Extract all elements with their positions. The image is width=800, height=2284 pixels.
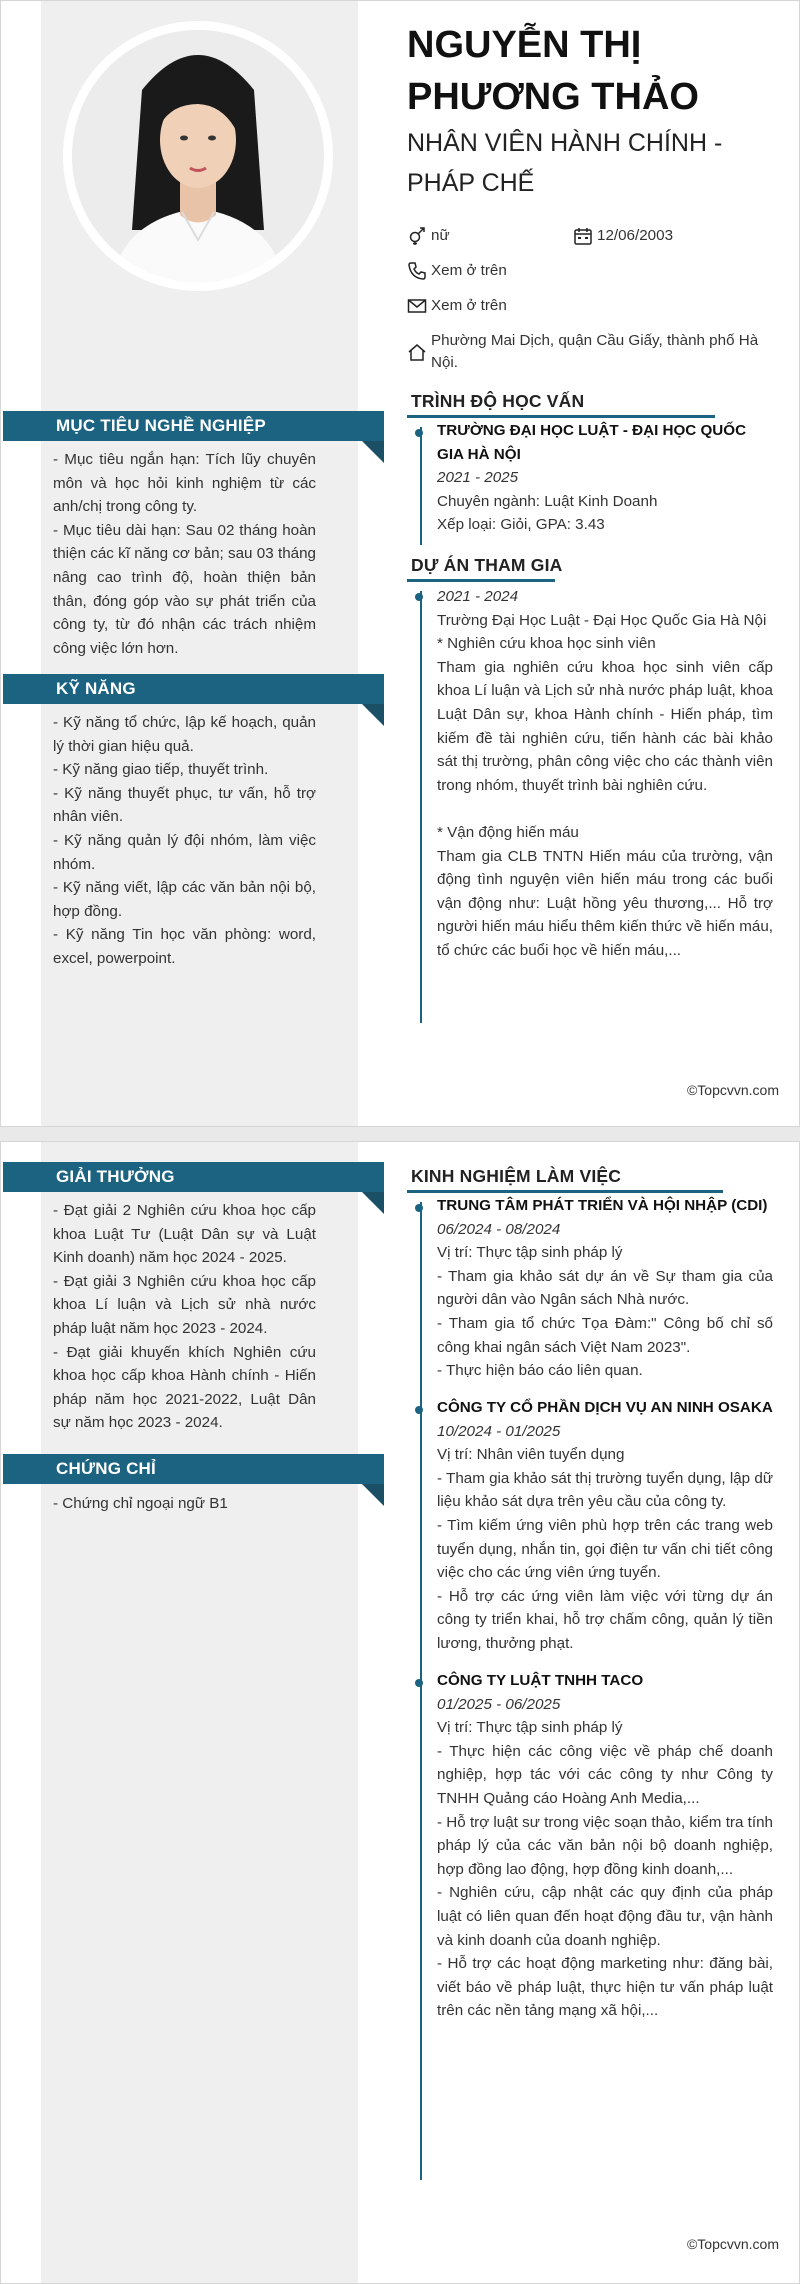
home-icon <box>407 342 427 362</box>
portrait-photo <box>72 30 324 282</box>
company-name: TRUNG TÂM PHÁT TRIỂN VÀ HỘI NHẬP (CDI) <box>437 1197 768 1214</box>
skill-item: - Kỹ năng viết, lập các văn bản nội bộ, hợp đồng. <box>53 879 316 920</box>
job-period: 10/2024 - 01/2025 <box>437 1422 561 1440</box>
job-entry <box>437 1669 773 2023</box>
projects-heading: DỰ ÁN THAM GIA <box>411 555 563 575</box>
heading-ribbon-fold <box>362 704 384 726</box>
projects-underline <box>407 579 555 582</box>
heading-ribbon-fold <box>362 1484 384 1506</box>
objective-content <box>53 448 316 660</box>
education-heading: TRÌNH ĐỘ HỌC VẤN <box>411 391 585 411</box>
certificates-content <box>53 1492 316 1516</box>
education-major: Chuyên ngành: Luật Kinh Doanh <box>437 492 658 510</box>
job-line: Vị trí: Nhân viên tuyển dụng <box>437 1446 625 1464</box>
timeline-dot <box>415 1679 423 1687</box>
certificates-heading-text: CHỨNG CHỈ <box>56 1459 156 1478</box>
job-line: - Hỗ trợ luật sư trong việc soạn thảo, kiểm tra tính pháp lý của các văn bản nội bộ doanh nghiệp, hợp đồng lao động, hợp đồng kinh doanh,... <box>437 1813 773 1878</box>
job-line: - Thực hiện các công việc về pháp chế doanh nghiệp, hợp tác với các công ty như Công ty TNHH Quảng cáo Hoàng Anh Media,... <box>437 1742 773 1807</box>
address-value: Phường Mai Dịch, quận Cầu Giấy, thành phố Hà Nội. <box>431 332 759 371</box>
project-1-desc: Tham gia nghiên cứu khoa học sinh viên cấp khoa Lí luận và Lịch sử nhà nước pháp luật, khoa Luật Dân sự, khoa Hành chính - Hiến pháp, tìm kiếm đề tài nghiên cứu, tiến hành các bài khảo sát thị trường, phân công việc cho các thành viên trong nhóm, thuyết trình bài nghiên cứu. <box>437 658 773 794</box>
birthdate-value: 12/06/2003 <box>597 227 674 244</box>
certificate-item: - Chứng chỉ ngoại ngữ B1 <box>53 1495 228 1512</box>
timeline-dot <box>415 429 423 437</box>
skill-item: - Kỹ năng thuyết phục, tư vấn, hỗ trợ nhân viên. <box>53 784 316 826</box>
job-line: Vị trí: Thực tập sinh pháp lý <box>437 1244 623 1262</box>
job-line: - Tham gia tổ chức Tọa Đàm:" Công bố chỉ số công khai ngân sách Việt Nam 2023". <box>437 1314 773 1356</box>
gender-value: nữ <box>431 227 450 244</box>
experience-heading: KINH NGHIỆM LÀM VIỆC <box>411 1166 622 1186</box>
job-line: - Tìm kiếm ứng viên phù hợp trên các trang web tuyển dụng, nhắn tin, gọi điện tư vấn chi tiết công việc cho các ứng viên ứng tuyển. <box>437 1516 773 1582</box>
job-line: Vị trí: Thực tập sinh pháp lý <box>437 1719 623 1737</box>
timeline-dot <box>415 1406 423 1414</box>
job-line: - Tham gia khảo sát dự án về Sự tham gia của người dân vào Ngân sách Nhà nước. <box>437 1267 773 1309</box>
phone-icon <box>407 261 427 281</box>
gender-field <box>407 225 557 247</box>
cv-page-1 <box>0 0 800 1127</box>
education-underline <box>407 415 715 418</box>
objective-item: - Mục tiêu ngắn hạn: Tích lũy chuyên môn và học hỏi kinh nghiệm từ các anh/chị trong công ty. <box>53 451 316 516</box>
avatar <box>72 30 324 282</box>
timeline-dot <box>415 593 423 601</box>
project-2-title: * Vận động hiến máu <box>437 823 579 841</box>
skill-item: - Kỹ năng giao tiếp, thuyết trình. <box>53 761 269 779</box>
project-2-desc: Tham gia CLB TNTN Hiến máu của trường, vận động tình nguyện viên hiến máu trong các buổi vận động như: Luật hồng yêu thương,... Hỗ trợ người hiến máu hiểu thêm kiến thức về hiến máu, tổ chức các buổi học về hiến máu,... <box>437 847 773 959</box>
skills-heading-text: KỸ NĂNG <box>56 679 136 698</box>
company-name: CÔNG TY CỔ PHẦN DỊCH VỤ AN NINH OSAKA <box>437 1399 773 1416</box>
experience-underline <box>407 1190 723 1193</box>
email-field <box>407 295 767 317</box>
cv-page-2 <box>0 1141 800 2284</box>
certificates-heading <box>3 1454 384 1484</box>
objective-heading-text: MỤC TIÊU NGHỀ NGHIỆP <box>56 416 266 435</box>
job-line: - Hỗ trợ các ứng viên làm việc với từng dự án công ty triển khai, hỗ trợ chấm công, quản lý tiền lương, thưởng phạt. <box>437 1587 773 1652</box>
email-value: Xem ở trên <box>431 297 507 314</box>
calendar-icon <box>573 226 593 246</box>
projects-timeline <box>420 591 422 1023</box>
email-icon <box>407 296 427 316</box>
education-period: 2021 - 2025 <box>437 469 519 487</box>
skills-heading <box>3 674 384 704</box>
job-entry <box>437 1194 773 1383</box>
awards-content <box>53 1199 316 1435</box>
awards-heading <box>3 1162 384 1192</box>
job-line: - Nghiên cứu, cập nhật các quy định của pháp luật có liên quan đến hoạt động đầu tư, vận hành và kinh doanh của doanh nghiệp. <box>437 1884 773 1949</box>
project-1-title: * Nghiên cứu khoa học sinh viên <box>437 635 656 653</box>
candidate-name: NGUYỄN THỊ PHƯƠNG THẢO <box>407 24 699 118</box>
experience-timeline <box>420 1202 422 2180</box>
heading-ribbon-fold <box>362 441 384 463</box>
awards-heading-text: GIẢI THƯỞNG <box>56 1167 175 1186</box>
birthdate-field <box>573 225 773 247</box>
job-line: - Hỗ trợ các hoạt động marketing như: đăng bài, viết báo về pháp luật, thực hiện tư vấn pháp luật trên các nền tảng mạng xã hội,... <box>437 1955 773 2020</box>
award-item: - Đạt giải 3 Nghiên cứu khoa học cấp khoa Lí luận và Lịch sử nhà nước pháp luật năm học 2023 - 2024. <box>53 1272 316 1337</box>
address-field <box>407 330 779 374</box>
phone-field <box>407 260 767 282</box>
gender-icon <box>407 226 427 246</box>
job-period: 06/2024 - 08/2024 <box>437 1220 561 1238</box>
footer-watermark: ©Topcvvn.com <box>686 2236 779 2252</box>
skill-item: - Kỹ năng Tin học văn phòng: word, excel, powerpoint. <box>53 926 316 967</box>
job-title: NHÂN VIÊN HÀNH CHÍNH - PHÁP CHẾ <box>407 129 723 197</box>
job-entry <box>437 1396 773 1656</box>
skill-item: - Kỹ năng tổ chức, lập kế hoạch, quản lý thời gian hiệu quả. <box>53 714 316 755</box>
job-period: 01/2025 - 06/2025 <box>437 1695 561 1713</box>
skill-item: - Kỹ năng quản lý đội nhóm, làm việc nhóm. <box>53 831 316 873</box>
education-entry <box>437 419 773 537</box>
education-grade: Xếp loại: Giỏi, GPA: 3.43 <box>437 516 605 534</box>
timeline-dot <box>415 1204 423 1212</box>
skills-content <box>53 711 316 971</box>
phone-value: Xem ở trên <box>431 262 507 279</box>
heading-ribbon-fold <box>362 1192 384 1214</box>
award-item: - Đạt giải khuyến khích Nghiên cứu khoa học cấp khoa Hành chính - Hiến pháp năm học 2021-2022, Luật Dân sự năm học 2023 - 2024. <box>53 1343 316 1432</box>
objective-item: - Mục tiêu dài hạn: Sau 02 tháng hoàn thiện các kĩ năng cơ bản; sau 03 tháng nâng cao trình độ, hoàn thiện bản thân, đóng góp vào sự phát triển của công ty, từ đó nhận các trách nhiệm công việc lớn hơn. <box>53 521 316 657</box>
job-line: - Tham gia khảo sát thị trường tuyển dụng, lập dữ liệu khảo sát dựa trên yêu cầu của công ty. <box>437 1469 773 1511</box>
project-org: Trường Đại Học Luật - Đại Học Quốc Gia Hà Nội <box>437 611 767 629</box>
job-line: - Thực hiện báo cáo liên quan. <box>437 1362 643 1380</box>
project-entry <box>437 585 773 963</box>
company-name: CÔNG TY LUẬT TNHH TACO <box>437 1672 644 1689</box>
school-name: TRƯỜNG ĐẠI HỌC LUẬT - ĐẠI HỌC QUỐC GIA HÀ NỘI <box>437 422 747 463</box>
footer-watermark: ©Topcvvn.com <box>686 1082 779 1098</box>
education-timeline <box>420 427 422 545</box>
objective-heading <box>3 411 384 441</box>
award-item: - Đạt giải 2 Nghiên cứu khoa học cấp khoa Luật Tư (Luật Dân sự và Luật Kinh doanh) năm học 2024 - 2025. <box>53 1202 316 1267</box>
project-period: 2021 - 2024 <box>437 588 519 605</box>
